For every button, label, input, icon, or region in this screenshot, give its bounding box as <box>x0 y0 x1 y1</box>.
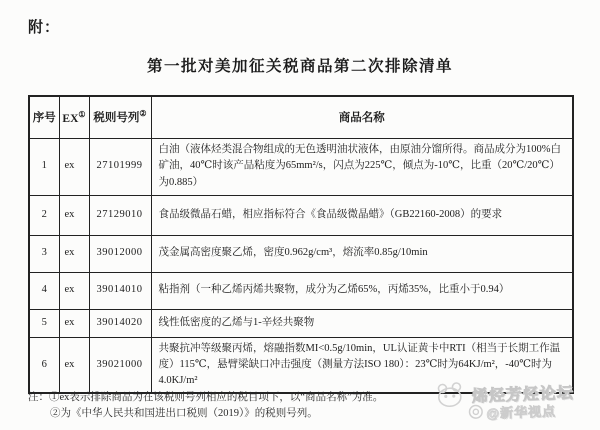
header-tariff-code <box>89 96 151 138</box>
product-name-cell: 共聚抗冲等级聚丙烯，熔融指数MI<0.5g/10min，UL认证黄卡中RTI（相当于长期工作温度）115℃，悬臂梁缺口冲击强度（测量方法ISO 180）：23℃时为64KJ/m²，-40℃时为4.0KJ/m² <box>151 337 573 393</box>
product-name-cell: 食品级微晶石蜡，相应指标符合《食品级微晶蜡》（GB22160-2008）的要求 <box>151 195 573 235</box>
page-title: 第一批对美加征关税商品第二次排除清单 <box>146 58 453 75</box>
panda-doodle-icon <box>433 382 468 409</box>
header-ex-footnote-mark: ① <box>78 109 86 119</box>
table-row <box>29 272 573 309</box>
header-product-name-label: 商品名称 <box>338 112 385 125</box>
header-tariff-code-label: 税则号列 <box>93 112 140 125</box>
tariff-code-cell: 27101999 <box>89 138 151 195</box>
tariff-code-cell: 39012000 <box>89 235 151 272</box>
row-number-cell: 2 <box>29 195 59 235</box>
row-number-cell: 4 <box>29 272 59 309</box>
header-ex-label: EX <box>62 112 79 125</box>
ex-cell: ex <box>59 309 89 337</box>
header-seq <box>29 96 59 138</box>
footnote-1: 注：①ex表示排除商品为在该税则号列相应的税目项下，以“商品名称”为准。 <box>28 392 384 403</box>
table-row <box>29 138 573 195</box>
row-number-cell: 1 <box>29 138 59 195</box>
table-row <box>29 309 573 337</box>
ex-cell: ex <box>59 195 89 235</box>
tariff-code-cell: 39014010 <box>89 272 151 309</box>
exclusion-list-table <box>28 95 574 394</box>
table-header-row <box>29 96 573 138</box>
footnote-2: ②为《中华人民共和国进出口税则（2019）》的税则号列。 <box>50 408 318 420</box>
footnotes <box>28 390 458 423</box>
ex-cell: ex <box>59 138 89 195</box>
ex-cell: ex <box>59 272 89 309</box>
product-name-cell: 粘指剂（一种乙烯丙烯共聚物，成分为乙烯65%，丙烯35%，比重小于0.94） <box>151 272 573 309</box>
header-product-name <box>151 96 573 138</box>
ex-cell: ex <box>59 337 89 393</box>
row-number-cell: 6 <box>29 337 59 393</box>
product-name-cell: 茂金属高密度聚乙烯，密度0.962g/cm³，熔流率0.85g/10min <box>151 235 573 272</box>
watermark <box>433 377 594 427</box>
attachment-label: 附： <box>28 20 61 36</box>
tariff-code-cell: 39014020 <box>89 309 151 337</box>
watermark-source-text: @新华视点 <box>486 403 557 421</box>
product-name-cell: 白油（液体烃类混合物组成的无色透明油状液体，由原油分馏所得。商品成分为100%白矿油，40℃时该产品粘度为65mm²/s，闪点为225℃，倾点为-10℃，比重（20℃/20℃）为0.885） <box>151 138 573 195</box>
tariff-code-cell: 27129010 <box>89 195 151 235</box>
row-number-cell: 5 <box>29 309 59 337</box>
camera-logo-icon <box>468 404 484 420</box>
header-ex <box>59 96 89 138</box>
header-tariff-code-footnote-mark: ② <box>139 109 147 119</box>
tariff-code-cell: 39021000 <box>89 337 151 393</box>
watermark-forum-text: 烯烃芳烃论坛 <box>471 384 575 406</box>
product-name-cell: 线性低密度的乙烯与1-辛烃共聚物 <box>151 309 573 337</box>
row-number-cell: 3 <box>29 235 59 272</box>
ex-cell: ex <box>59 235 89 272</box>
header-seq-label: 序号 <box>32 112 56 125</box>
table-row <box>29 235 573 272</box>
table-row <box>29 195 573 235</box>
